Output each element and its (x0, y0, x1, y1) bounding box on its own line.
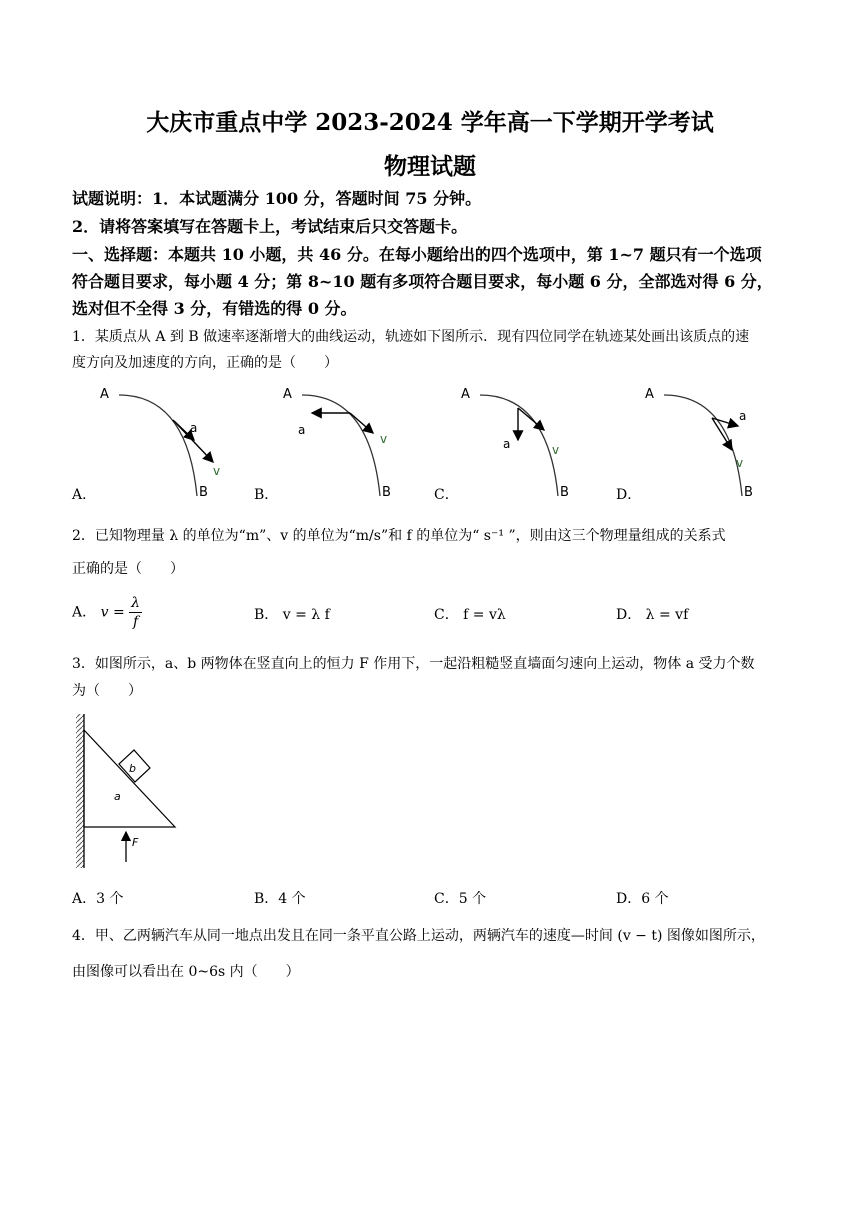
q3-option-c: C．5 个 (434, 891, 487, 907)
q1-fig-d-accel-label: a (739, 409, 747, 423)
q1-option-a: A． (72, 487, 97, 503)
q3-fig-label-b: b (129, 762, 136, 775)
q2-option-a-numerator: λ (131, 595, 140, 611)
q3-option-b: B．4 个 (254, 891, 306, 907)
q1-figure-a (95, 380, 235, 500)
q2-option-a-fraction (129, 594, 142, 631)
q3-stem-line-1: 3．如图所示，a、b 两物体在竖直向上的恒力 F 作用下，一起沿粗糙竖直墙面匀速向上运动，物体 a 受力个数 (72, 656, 755, 672)
q2-option-c: C． f = vλ (434, 607, 506, 623)
q3-option-a: A．3 个 (72, 891, 124, 907)
q1-figure-d (640, 380, 780, 500)
q1-fig-a-vel-label: v (213, 464, 221, 478)
q4-stem-line-2: 由图像可以看出在 0~6s 内（ ） (72, 964, 300, 980)
q2-stem-line-1: 2．已知物理量 λ 的单位为“m”、v 的单位为“m/s”和 f 的单位为“ s⁻¹ ”，则由这三个物理量组成的关系式 (72, 528, 726, 544)
instruction-line-1: 试题说明：1．本试题满分 100 分，答题时间 75 分钟。 (72, 189, 482, 208)
section-heading-line-1: 一、选择题：本题共 10 小题，共 46 分。在每小题给出的四个选项中，第 1~7 题只有一个选项 (72, 245, 762, 264)
q1-stem-line-1: 1．某质点从 A 到 B 做速率逐渐增大的曲线运动，轨迹如下图所示．现有四位同学在轨迹某处画出该质点的速 (72, 329, 750, 345)
q1-option-c: C． (434, 487, 459, 503)
q1-fig-d-vel-label: v (736, 456, 744, 470)
q4-stem-line-1: 4．甲、乙两辆汽车从同一地点出发且在同一条平直公路上运动，两辆汽车的速度—时间 (v − t) 图像如图所示， (72, 928, 765, 944)
q1-fig-a-label-start: A (100, 387, 109, 402)
q3-fig-label-a: a (114, 790, 121, 803)
section-heading-line-3: 选对但不全得 3 分，有错选的得 0 分。 (72, 299, 357, 318)
exam-subtitle: 物理试题 (384, 153, 476, 180)
q2-option-b: B． v = λ f (254, 607, 330, 623)
q1-figure-c (456, 380, 596, 500)
section-heading-line-2: 符合题目要求，每小题 4 分；第 8~10 题有多项符合题目要求，每小题 6 分，全部选对得 6 分， (72, 272, 773, 291)
q1-option-b: B． (254, 487, 279, 503)
q1-fig-d-label-end: B (744, 485, 753, 500)
q1-fig-c-accel-label: a (503, 437, 511, 451)
q2-option-a-denominator: f (132, 614, 139, 630)
q1-stem-line-2: 度方向及加速度的方向，正确的是（ ） (72, 355, 338, 371)
q1-fig-b-vel-label: v (380, 432, 388, 446)
q1-option-d: D． (616, 487, 642, 503)
q1-fig-b-label-start: A (283, 387, 292, 402)
q2-option-a (72, 594, 142, 631)
q3-fig-label-f: F (132, 836, 139, 849)
exam-title: 大庆市重点中学 2023-2024 学年高一下学期开学考试 (146, 109, 714, 136)
q2-stem-line-2: 正确的是（ ） (72, 561, 184, 577)
q1-figure-b (278, 380, 418, 500)
q1-fig-d-label-start: A (645, 387, 654, 402)
q2-option-d: D． λ = vf (616, 607, 689, 623)
q3-figure (72, 712, 182, 872)
q2-option-a-label: A． (72, 604, 97, 621)
q3-stem-line-2: 为（ ） (72, 683, 142, 699)
q2-option-a-lhs: v = (100, 604, 125, 621)
q3-option-d: D．6 个 (616, 891, 669, 907)
q1-fig-c-label-end: B (560, 485, 569, 500)
instruction-line-2: 2．请将答案填写在答题卡上，考试结束后只交答题卡。 (72, 217, 468, 236)
q1-fig-a-accel-label: a (190, 421, 198, 435)
q1-fig-c-label-start: A (461, 387, 470, 402)
q1-fig-b-accel-label: a (298, 423, 306, 437)
q1-fig-c-vel-label: v (552, 443, 560, 457)
q1-fig-a-label-end: B (199, 485, 208, 500)
q1-fig-b-label-end: B (382, 485, 391, 500)
